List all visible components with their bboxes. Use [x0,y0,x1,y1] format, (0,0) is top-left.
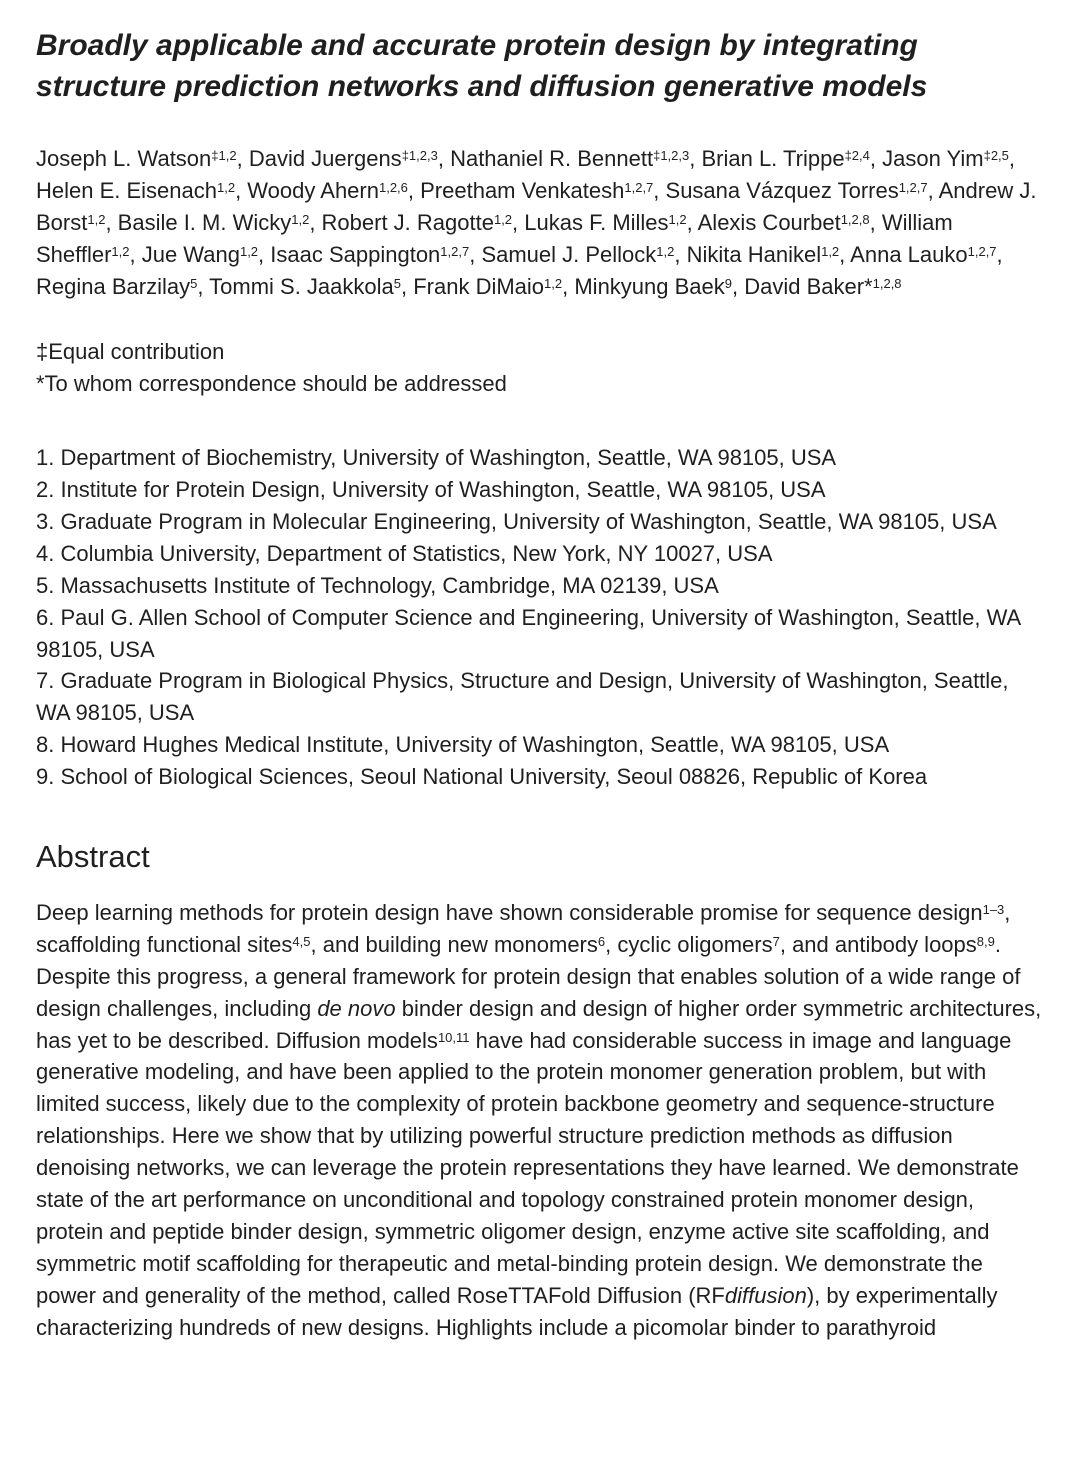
affiliation-item: 7. Graduate Program in Biological Physics, Structure and Design, University of Washington, Seattle, WA 98105, USA [36,668,1009,726]
affiliation-item: 6. Paul G. Allen School of Computer Science and Engineering, University of Washington, Seattle, WA 98105, USA [36,604,1021,662]
affiliation-item: 8. Howard Hughes Medical Institute, University of Washington, Seattle, WA 98105, USA [36,732,890,758]
note-correspondence: *To whom correspondence should be addressed [36,371,507,397]
paper-title: Broadly applicable and accurate protein design by integrating structure prediction networks and diffusion generative models [36,29,928,103]
affiliation-item: 1. Department of Biochemistry, University of Washington, Seattle, WA 98105, USA [36,445,837,471]
note-equal-contribution: ‡Equal contribution [36,339,225,365]
affiliation-item: 2. Institute for Protein Design, University of Washington, Seattle, WA 98105, USA [36,477,826,503]
affiliation-item: 3. Graduate Program in Molecular Engineering, University of Washington, Seattle, WA 98105, USA [36,509,997,535]
abstract-text: Deep learning methods for protein design have shown considerable promise for sequence design$^{1-3}$, scaffolding functional sites$^{4,5}$, and building new monomers$^6$, cyclic oligomers$^7$, and antibody loops$^{8,9}$. Despite this progress, a general framework for protein design that enables solution of a wide range of design challenges, including de novo binder design and design of higher order symmetric architectures, has yet to be described. Diffusion models$^{10,11}$ have had considerable success in image and language generative modeling, and have been applied to the protein monomer generation problem, but with limited success, likely due to the complexity of protein backbone geometry and sequence-structure relationships. Here we show that by utilizing powerful structure prediction methods as diffusion denoising networks, we can leverage the protein representations they have learned. We demonstrate state of the art performance on unconditional and topology constrained protein monomer design, protein and peptide binder design, symmetric oligomer design, enzyme active site scaffolding, and symmetric motif scaffolding for therapeutic and metal-binding protein design. We demonstrate the power and generality of the method, called RoseTTAFold Diffusion (RFdiffusion), by experimentally characterizing hundreds of new designs. Highlights include a picomolar binder to parathyroid [36,900,1042,1340]
affiliation-list [36,442,1042,793]
affiliation-item: 4. Columbia University, Department of Statistics, New York, NY 10027, USA [36,540,773,566]
contribution-notes [36,336,1042,400]
affiliation-item: 5. Massachusetts Institute of Technology, Cambridge, MA 02139, USA [36,572,719,598]
affiliation-item: 9. School of Biological Sciences, Seoul National University, Seoul 08826, Republic of Korea [36,764,928,790]
abstract-heading: Abstract [36,839,150,875]
author-list: Joseph L. Watson$^{\ddagger 1,2}$, David Juergens$^{\ddagger 1,2,3}$, Nathaniel R. Bennett$^{\ddagger 1,2,3}$, Brian L. Trippe$^{\ddagger 2,4}$, Jason Yim$^{\ddagger 2,5}$, Helen E. Eisenach$^{1,2}$, Woody Ahern$^{1,2,6}$, Preetham Venkatesh$^{1,2,7}$, Susana Vázquez Torres$^{1,2,7}$, Andrew J. Borst$^{1,2}$, Basile I. M. Wicky$^{1,2}$, Robert J. Ragotte$^{1,2}$, Lukas F. Milles$^{1,2}$, Alexis Courbet$^{1,2,8}$, William Sheffler$^{1,2}$, Jue Wang$^{1,2}$, Isaac Sappington$^{1,2,7}$, Samuel J. Pellock$^{1,2}$, Nikita Hanikel$^{1,2}$, Anna Lauko$^{1,2,7}$, Regina Barzilay$^5$, Tommi S. Jaakkola$^5$, Frank DiMaio$^{1,2}$, Minkyung Baek$^9$, David Baker*$^{1,2,8}$ [36,146,1037,299]
